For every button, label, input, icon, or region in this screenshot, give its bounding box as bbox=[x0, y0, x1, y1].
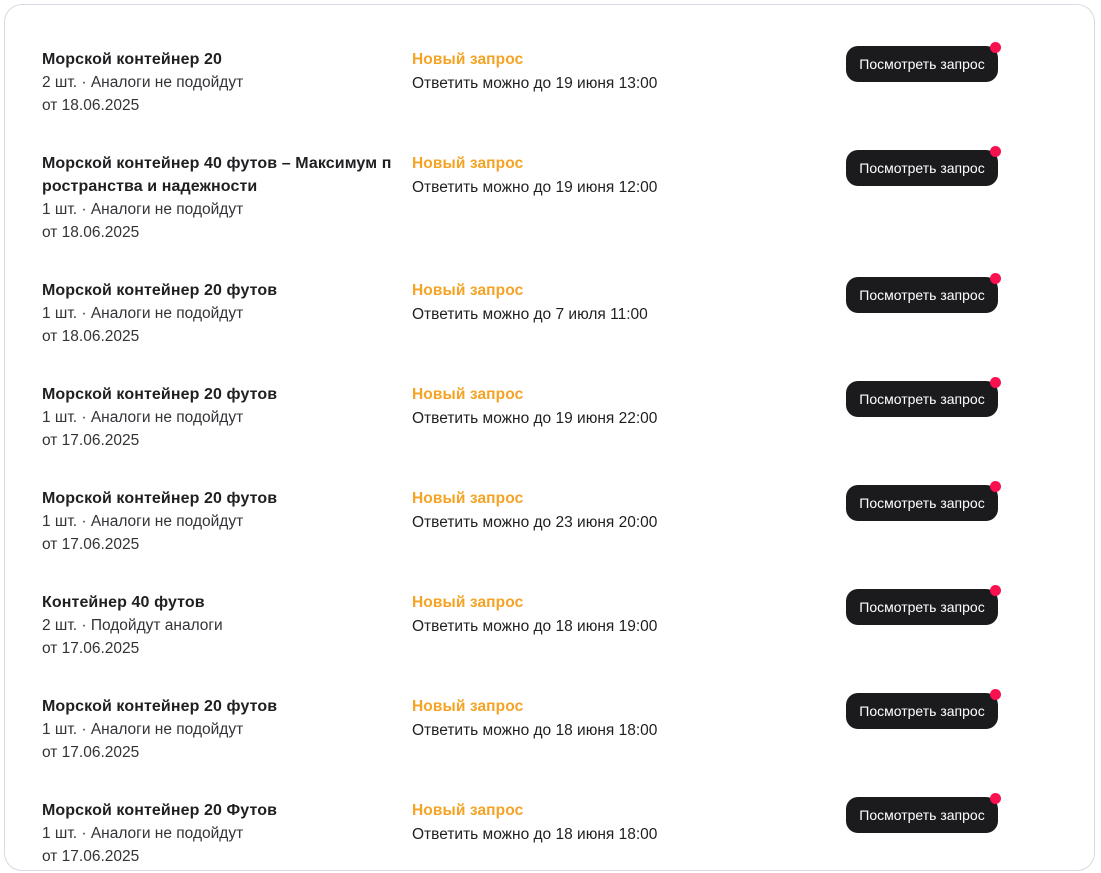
request-deadline: Ответить можно до 18 июня 18:00 bbox=[412, 722, 658, 739]
requests-list bbox=[5, 5, 1094, 868]
request-info bbox=[42, 487, 412, 556]
request-details: 1 шт. · Аналоги не подойдут bbox=[42, 513, 244, 530]
request-status-block bbox=[412, 799, 846, 846]
request-title: Морской контейнер 20 футов bbox=[42, 490, 278, 507]
request-status-block bbox=[412, 48, 846, 95]
notification-dot-icon bbox=[990, 481, 1001, 492]
notification-dot-icon bbox=[990, 273, 1001, 284]
request-row bbox=[42, 48, 1094, 117]
notification-dot-icon bbox=[990, 793, 1001, 804]
request-details: 1 шт. · Аналоги не подойдут bbox=[42, 409, 244, 426]
request-date: от 17.06.2025 bbox=[42, 640, 140, 657]
request-info bbox=[42, 48, 412, 117]
request-status-block bbox=[412, 487, 846, 534]
request-deadline: Ответить можно до 19 июня 22:00 bbox=[412, 410, 658, 427]
request-title: Морской контейнер 20 Футов bbox=[42, 802, 278, 819]
request-title: Морской контейнер 40 футов – Максимум пространства и надежности bbox=[42, 155, 392, 195]
request-action bbox=[846, 797, 998, 833]
request-status-badge: Новый запрос bbox=[412, 386, 524, 403]
request-status-badge: Новый запрос bbox=[412, 802, 524, 819]
request-title: Морской контейнер 20 футов bbox=[42, 282, 278, 299]
request-details: 2 шт. · Подойдут аналоги bbox=[42, 617, 223, 634]
request-status-block bbox=[412, 279, 846, 326]
request-date: от 17.06.2025 bbox=[42, 536, 140, 553]
request-status-block bbox=[412, 591, 846, 638]
request-info bbox=[42, 695, 412, 764]
request-status-block bbox=[412, 695, 846, 742]
request-action bbox=[846, 485, 998, 521]
request-action bbox=[846, 693, 998, 729]
view-request-button[interactable]: Посмотреть запрос bbox=[846, 797, 998, 833]
request-details: 1 шт. · Аналоги не подойдут bbox=[42, 305, 244, 322]
notification-dot-icon bbox=[990, 689, 1001, 700]
request-status-badge: Новый запрос bbox=[412, 594, 524, 611]
request-info bbox=[42, 383, 412, 452]
request-info bbox=[42, 799, 412, 868]
request-status-badge: Новый запрос bbox=[412, 698, 524, 715]
request-row bbox=[42, 383, 1094, 452]
request-row bbox=[42, 591, 1094, 660]
request-status-block bbox=[412, 383, 846, 430]
request-date: от 18.06.2025 bbox=[42, 224, 140, 241]
notification-dot-icon bbox=[990, 42, 1001, 53]
request-deadline: Ответить можно до 19 июня 12:00 bbox=[412, 179, 658, 196]
request-row bbox=[42, 279, 1094, 348]
request-action bbox=[846, 150, 998, 186]
request-title: Морской контейнер 20 футов bbox=[42, 386, 278, 403]
request-date: от 17.06.2025 bbox=[42, 432, 140, 449]
request-status-badge: Новый запрос bbox=[412, 490, 524, 507]
request-deadline: Ответить можно до 23 июня 20:00 bbox=[412, 514, 658, 531]
request-row bbox=[42, 152, 1094, 244]
view-request-button[interactable]: Посмотреть запрос bbox=[846, 277, 998, 313]
notification-dot-icon bbox=[990, 377, 1001, 388]
request-details: 1 шт. · Аналоги не подойдут bbox=[42, 201, 244, 218]
requests-panel bbox=[4, 4, 1095, 871]
request-date: от 17.06.2025 bbox=[42, 848, 140, 865]
notification-dot-icon bbox=[990, 146, 1001, 157]
request-details: 1 шт. · Аналоги не подойдут bbox=[42, 825, 244, 842]
view-request-button[interactable]: Посмотреть запрос bbox=[846, 46, 998, 82]
request-deadline: Ответить можно до 18 июня 18:00 bbox=[412, 826, 658, 843]
request-status-badge: Новый запрос bbox=[412, 155, 524, 172]
view-request-button[interactable]: Посмотреть запрос bbox=[846, 381, 998, 417]
request-action bbox=[846, 46, 998, 82]
request-title: Морской контейнер 20 футов bbox=[42, 698, 278, 715]
request-date: от 18.06.2025 bbox=[42, 328, 140, 345]
request-date: от 18.06.2025 bbox=[42, 97, 140, 114]
request-info bbox=[42, 152, 412, 244]
request-title: Контейнер 40 футов bbox=[42, 594, 205, 611]
request-date: от 17.06.2025 bbox=[42, 744, 140, 761]
view-request-button[interactable]: Посмотреть запрос bbox=[846, 589, 998, 625]
request-action bbox=[846, 589, 998, 625]
view-request-button[interactable]: Посмотреть запрос bbox=[846, 693, 998, 729]
view-request-button[interactable]: Посмотреть запрос bbox=[846, 485, 998, 521]
notification-dot-icon bbox=[990, 585, 1001, 596]
request-details: 2 шт. · Аналоги не подойдут bbox=[42, 74, 244, 91]
request-status-badge: Новый запрос bbox=[412, 51, 524, 68]
request-info bbox=[42, 279, 412, 348]
request-deadline: Ответить можно до 19 июня 13:00 bbox=[412, 75, 658, 92]
request-action bbox=[846, 381, 998, 417]
request-details: 1 шт. · Аналоги не подойдут bbox=[42, 721, 244, 738]
request-row bbox=[42, 487, 1094, 556]
view-request-button[interactable]: Посмотреть запрос bbox=[846, 150, 998, 186]
request-deadline: Ответить можно до 18 июня 19:00 bbox=[412, 618, 658, 635]
request-status-badge: Новый запрос bbox=[412, 282, 524, 299]
request-row bbox=[42, 799, 1094, 868]
request-info bbox=[42, 591, 412, 660]
request-action bbox=[846, 277, 998, 313]
request-row bbox=[42, 695, 1094, 764]
request-title: Морской контейнер 20 bbox=[42, 51, 223, 68]
request-status-block bbox=[412, 152, 846, 199]
request-deadline: Ответить можно до 7 июля 11:00 bbox=[412, 306, 648, 323]
